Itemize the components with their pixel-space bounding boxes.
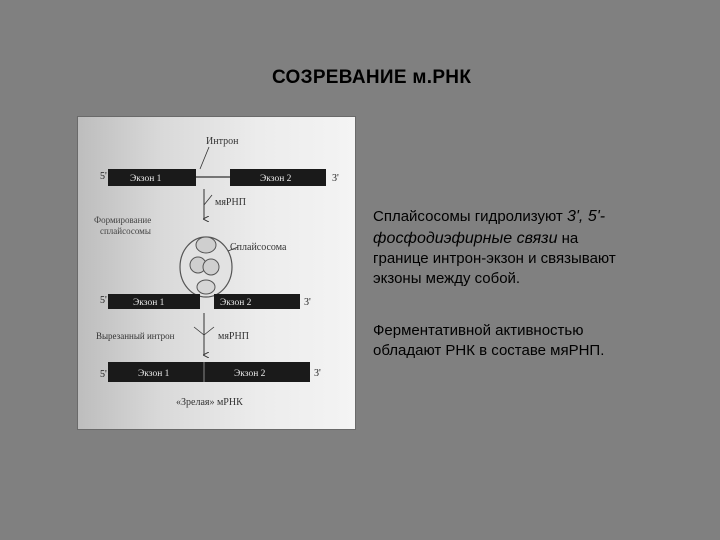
excised-intron-label: Вырезанный интрон bbox=[96, 331, 175, 341]
paragraph1-line2 bbox=[373, 229, 713, 249]
exon2-label-2: Экзон 2 bbox=[220, 298, 252, 308]
snrnp-branch-1 bbox=[204, 195, 212, 205]
paragraph1-line4: экзоны между собой. bbox=[373, 270, 521, 287]
intron-label: Интрон bbox=[206, 136, 239, 147]
three-prime-label-1: 3' bbox=[332, 173, 339, 184]
intron-pointer bbox=[200, 147, 209, 169]
paragraph1-line3: границе интрон-экзон и связывают bbox=[373, 250, 616, 267]
exon2-label-1: Экзон 2 bbox=[260, 174, 292, 184]
five-prime-label-3: 5' bbox=[100, 369, 107, 380]
paragraph1-line1 bbox=[373, 207, 713, 227]
formation-label-line1: Формирование bbox=[94, 215, 152, 225]
snrnp-label-1: мяРНП bbox=[215, 197, 246, 208]
splicing-diagram bbox=[78, 117, 355, 429]
formation-label-line2: сплайсосомы bbox=[100, 226, 151, 236]
spliceosome-label: Сплайсосома bbox=[230, 242, 287, 253]
paragraph1-line2-text: на bbox=[557, 230, 579, 247]
five-prime-label-2: 5' bbox=[100, 295, 107, 306]
paragraph-enzymatic-activity bbox=[373, 321, 713, 361]
paragraph2-line2: обладают РНК в составе мяРНП. bbox=[373, 342, 605, 359]
mature-mrna-label: «Зрелая» мРНК bbox=[176, 397, 243, 408]
exon1-label-1: Экзон 1 bbox=[130, 174, 162, 184]
paragraph1-line1-emph: 3', 5'- bbox=[566, 208, 606, 225]
five-prime-label-1: 5' bbox=[100, 171, 107, 182]
three-prime-label-3: 3' bbox=[314, 368, 321, 379]
spliceosome-shape bbox=[180, 237, 232, 297]
paragraph1-line2-emph: фосфодиэфирные связи bbox=[373, 230, 558, 247]
snrnp-branch-2 bbox=[204, 327, 214, 335]
three-prime-label-2: 3' bbox=[304, 297, 311, 308]
exon1-label-3: Экзон 1 bbox=[138, 369, 170, 379]
intron-branch bbox=[194, 327, 204, 335]
splicing-diagram-svg bbox=[78, 117, 355, 429]
paragraph-spliceosomes bbox=[373, 207, 713, 289]
paragraph1-line1-text: Сплайсосомы гидролизуют bbox=[373, 208, 567, 225]
exon2-label-3: Экзон 2 bbox=[234, 369, 266, 379]
exon1-label-2: Экзон 1 bbox=[133, 298, 165, 308]
slide-title: СОЗРЕВАНИЕ м.РНК bbox=[272, 67, 472, 88]
snrnp-label-2: мяРНП bbox=[218, 331, 249, 342]
paragraph2-line1: Ферментативной активностью bbox=[373, 322, 584, 339]
